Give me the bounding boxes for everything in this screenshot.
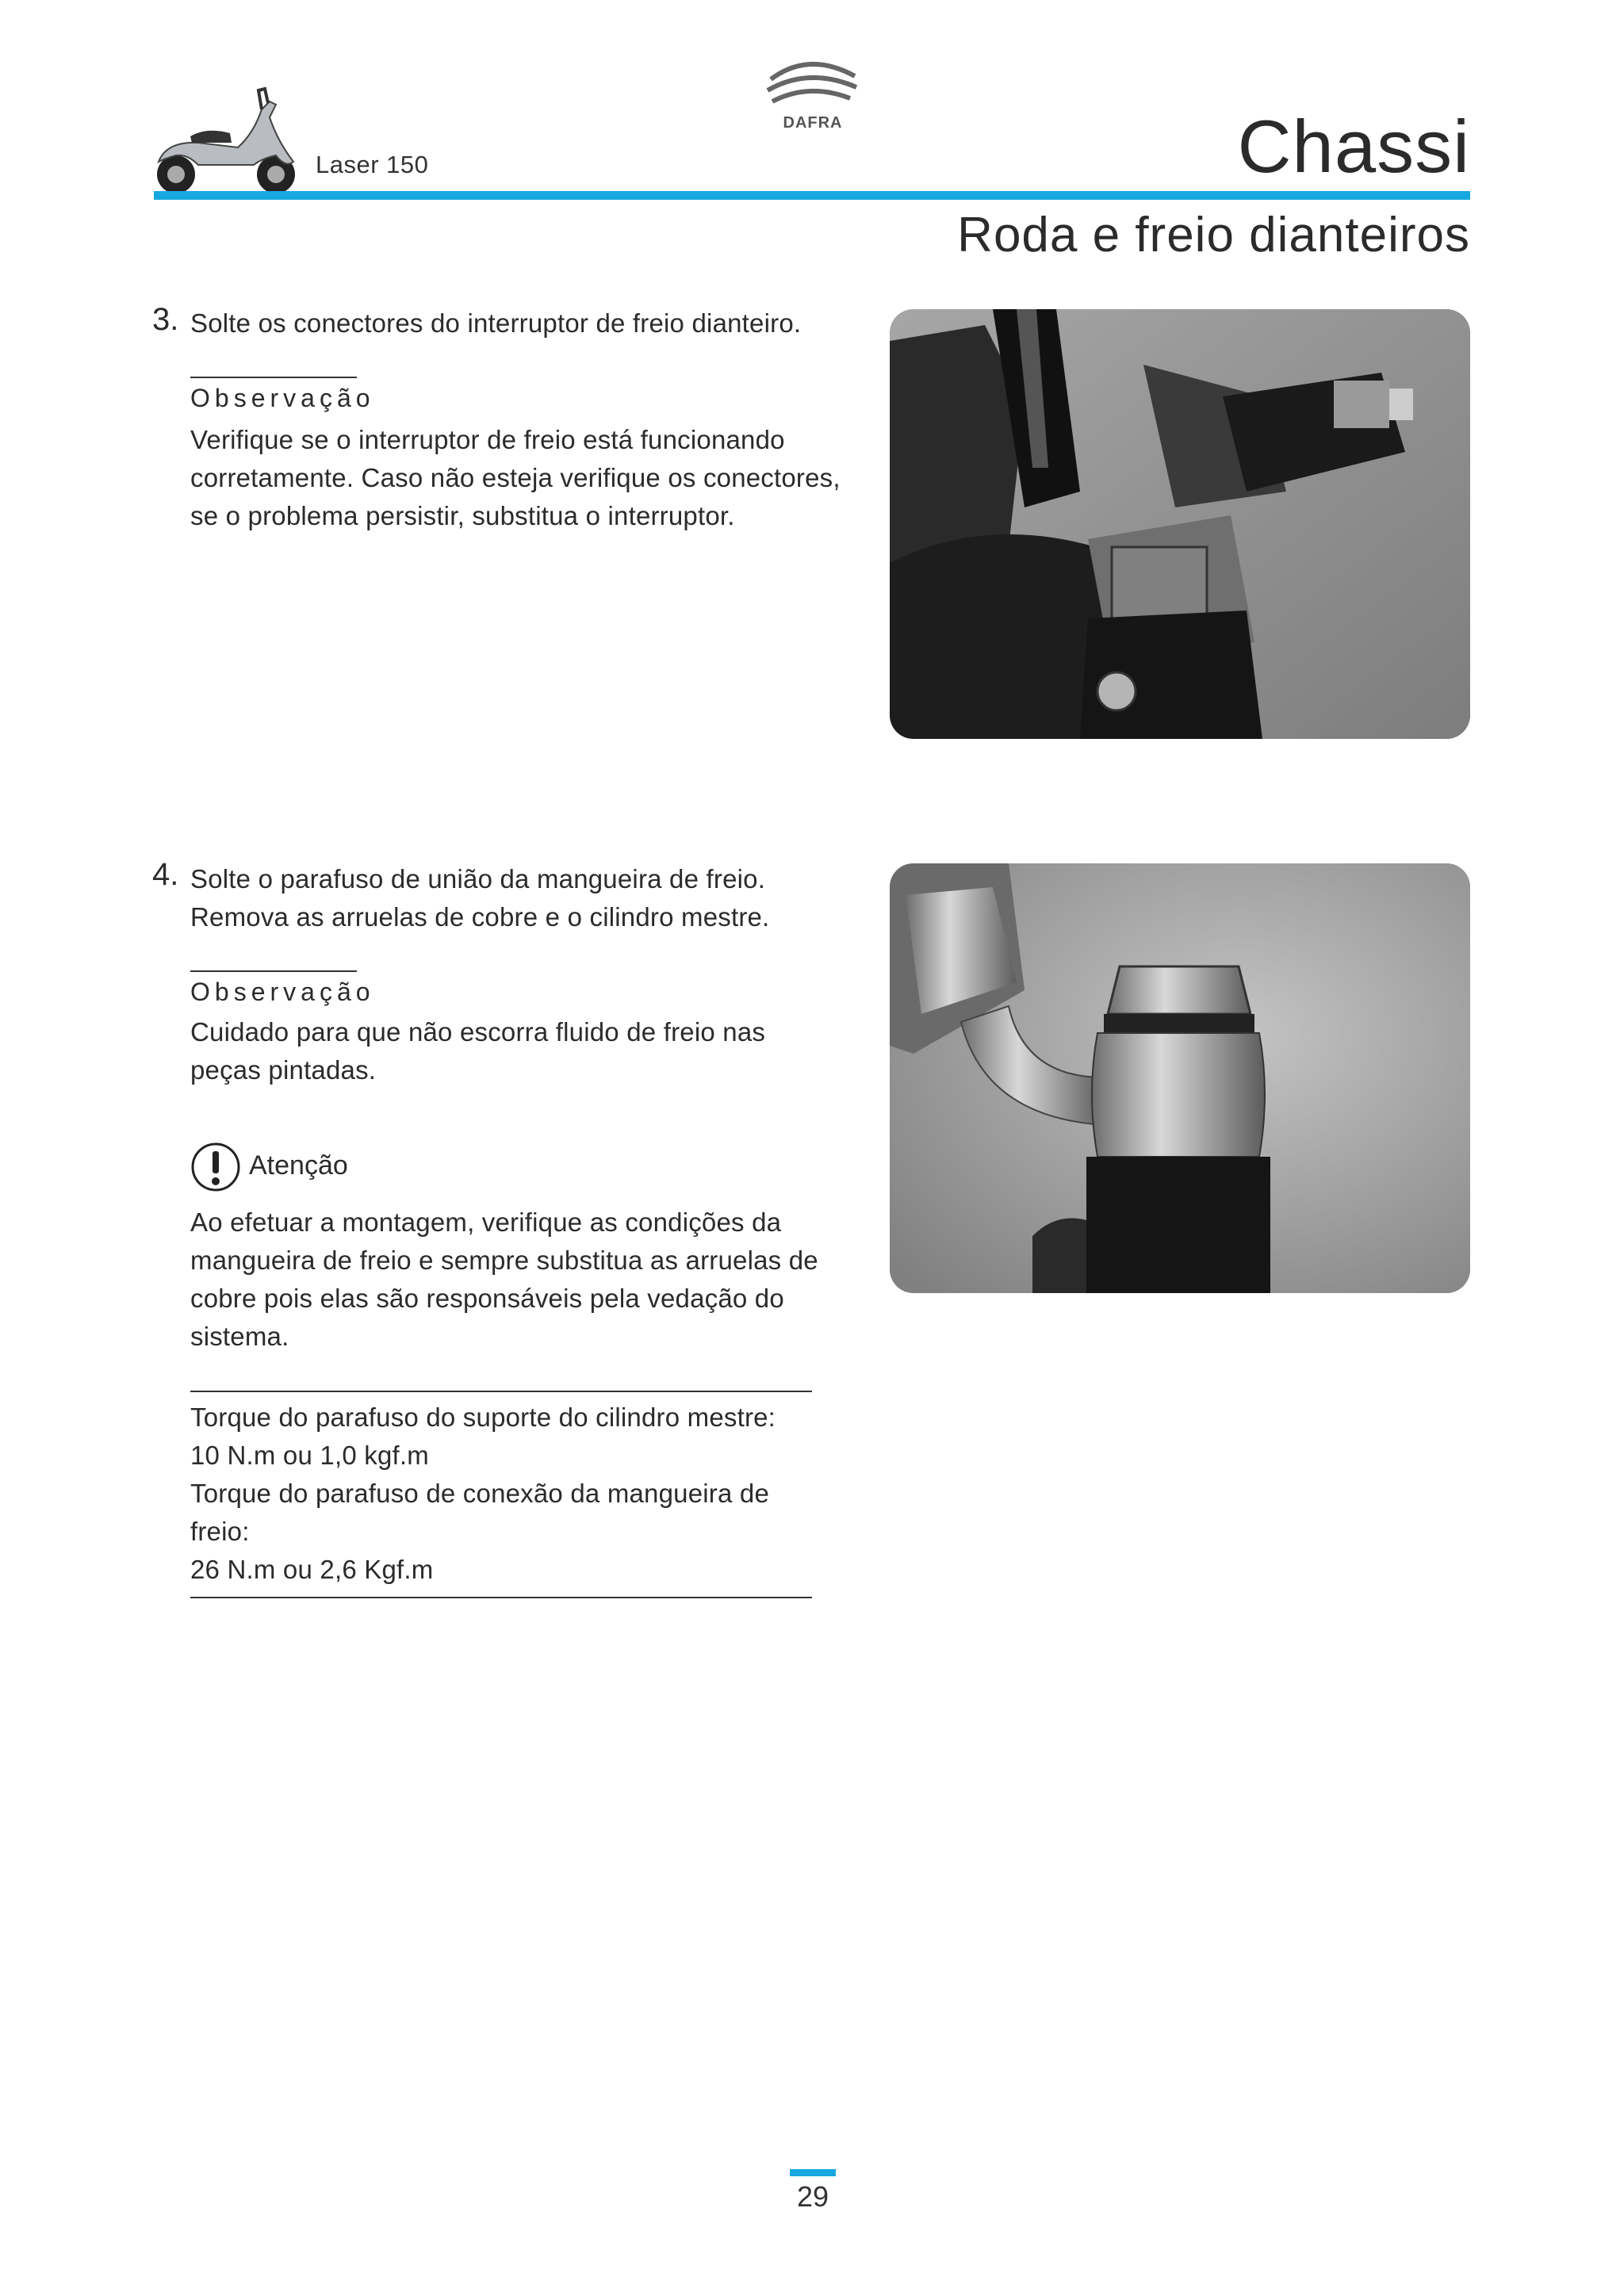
chapter-title: Chassi xyxy=(1237,105,1470,188)
torque-spec-box xyxy=(190,1391,812,1598)
section-title: Roda e freio dianteiros xyxy=(957,208,1470,262)
warning-label: Atenção xyxy=(249,1150,348,1181)
step-text: Solte o parafuso de união da mangueira de freio. Remova as arruelas de cobre e o cilindro mestre. xyxy=(190,864,770,932)
note-text: Cuidado para que não escorra fluido de freio nas peças pintadas. xyxy=(190,1017,766,1085)
note-title: Observação xyxy=(190,384,375,412)
page-number-bar xyxy=(790,2169,836,2176)
torque-value: 26 N.m ou 2,6 Kgf.m xyxy=(190,1555,434,1584)
step-number: 3. xyxy=(152,302,179,337)
torque-line: Torque do parafuso do suporte do cilindro mestre: xyxy=(190,1402,776,1432)
torque-line: Torque do parafuso de conexão da mangueira de freio: xyxy=(190,1479,770,1546)
note-title: Observação xyxy=(190,978,375,1006)
note-rule xyxy=(190,377,357,378)
note-rule xyxy=(190,970,357,972)
warning-text: Ao efetuar a montagem, verifique as condições da mangueira de freio e sempre substitua as arruelas de cobre pois elas são responsáveis pela vedação do sistema. xyxy=(190,1207,818,1351)
note-text: Verifique se o interruptor de freio está funcionando corretamente. Caso não esteja verifique os conectores, se o problema persistir, substitua o interruptor. xyxy=(190,425,841,530)
page-number: 29 xyxy=(796,2180,829,2213)
torque-value: 10 N.m ou 1,0 kgf.m xyxy=(190,1441,429,1470)
header-rule xyxy=(154,191,1470,200)
step-number: 4. xyxy=(152,857,179,892)
model-name: Laser 150 xyxy=(316,151,429,178)
scooter-illustration xyxy=(143,86,309,197)
exclamation-circle-icon xyxy=(190,1142,241,1192)
brand-logo-text: DAFRA xyxy=(783,114,843,132)
step-text: Solte os conectores do interruptor de freio dianteiro. xyxy=(190,308,802,338)
brake-hose-bolt-photo xyxy=(890,863,1470,1293)
brake-switch-photo xyxy=(890,309,1470,739)
